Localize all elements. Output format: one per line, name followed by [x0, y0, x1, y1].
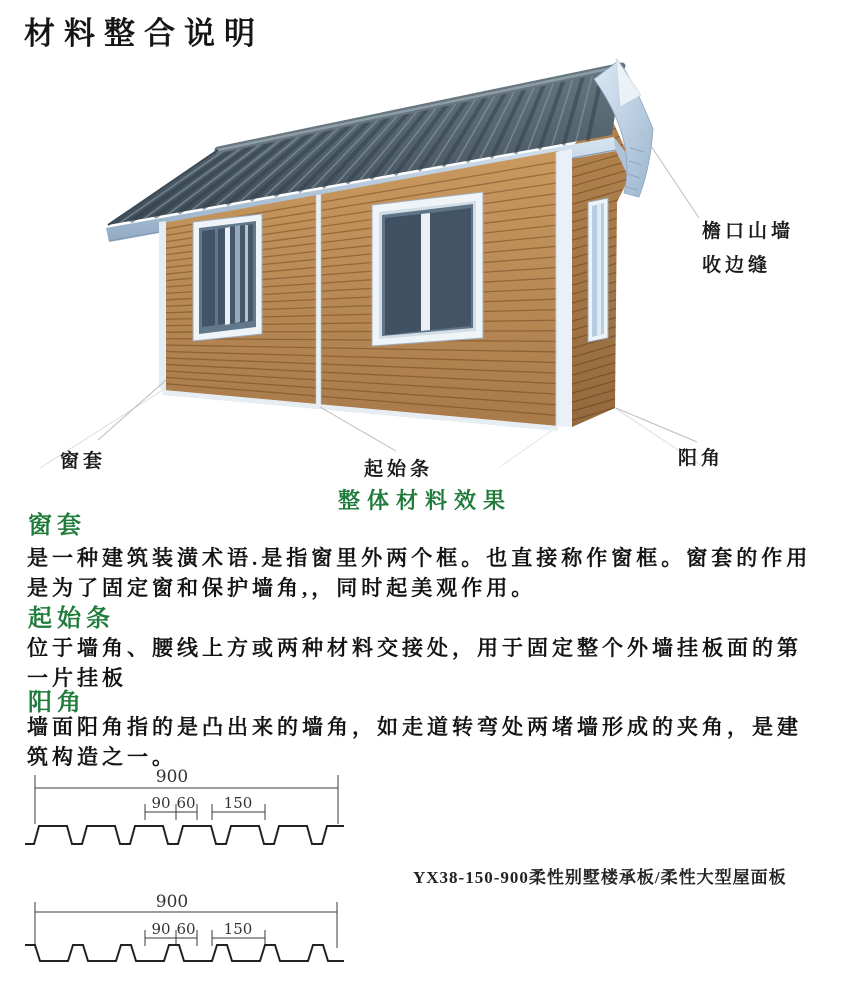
starter-strip-joint — [316, 194, 321, 406]
overview-heading: 整体材料效果 — [337, 488, 512, 513]
section-desc-window-casing-line1: 是一种建筑装潢术语.是指窗里外两个框。也直接称作窗框。窗套的作用 — [27, 546, 812, 570]
dim-900-label-2: 900 — [155, 892, 189, 912]
section-desc-external-corner-line2: 筑构造之一。 — [27, 745, 177, 769]
left-window — [193, 214, 262, 341]
main-window-mullion — [421, 213, 430, 331]
leader-window-casing — [98, 380, 166, 440]
callout-window-casing: 窗套 — [60, 451, 107, 472]
dim-150-label-1: 150 — [223, 794, 253, 812]
panel-profile-2 — [25, 945, 361, 961]
dim-150-label-2: 150 — [223, 920, 253, 938]
dim-90-label-1: 90 — [151, 794, 171, 812]
section-desc-starter-strip-line1: 位于墙角、腰线上方或两种材料交接处，用于固定整个外墙挂板面的第 — [27, 636, 802, 660]
profile-drawings — [0, 760, 850, 994]
left-window-mullion — [225, 227, 230, 325]
house-figure — [0, 55, 850, 480]
callout-starter-strip: 起始条 — [364, 459, 434, 480]
right-corner-trim — [556, 149, 572, 427]
section-term-starter-strip: 起始条 — [28, 606, 115, 632]
left-corner-trim — [159, 221, 166, 391]
panel-profile-1 — [25, 826, 360, 844]
panel-model-caption: YX38-150-900柔性别墅楼承板/柔性大型屋面板 — [413, 868, 787, 887]
section-term-window-casing: 窗套 — [28, 513, 86, 539]
gable-window — [588, 198, 608, 342]
dim-60-label-2: 60 — [176, 920, 196, 938]
callout-eave-gable-line2: 收边缝 — [702, 255, 772, 276]
leader-external-corner — [616, 408, 697, 442]
callout-eave-gable — [702, 215, 794, 283]
section-desc-starter-strip-line2: 一片挂板 — [27, 666, 127, 690]
leader-eave-gable — [641, 131, 699, 218]
section-desc-external-corner-line1: 墙面阳角指的是凸出来的墙角，如走道转弯处两堵墙形成的夹角，是建 — [27, 715, 802, 739]
callout-external-corner: 阳角 — [678, 448, 725, 469]
dim-900-label-1: 900 — [155, 767, 189, 787]
dim-90-label-2: 90 — [151, 920, 171, 938]
section-term-external-corner: 阳角 — [28, 690, 86, 716]
page-title: 材料整合说明 — [24, 16, 264, 51]
dim-60-label-1: 60 — [176, 794, 196, 812]
callout-eave-gable-line1: 檐口山墙 — [702, 221, 795, 242]
section-desc-window-casing-line2: 是为了固定窗和保护墙角,，同时起美观作用。 — [27, 576, 537, 600]
main-window — [372, 192, 483, 346]
